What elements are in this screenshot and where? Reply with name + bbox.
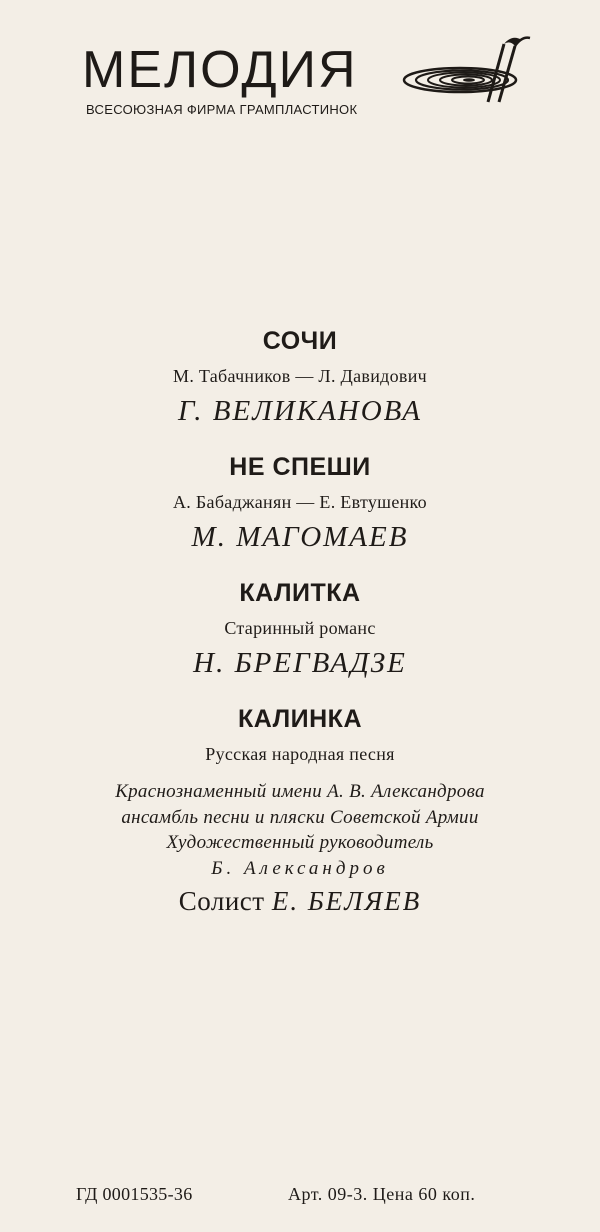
song-entry — [0, 452, 600, 554]
song-authors: А. Бабаджанян — Е. Евтушенко — [173, 492, 427, 512]
ensemble-leader: Б. Александров — [211, 857, 389, 879]
song-performer: Г. ВЕЛИКАНОВА — [177, 395, 422, 427]
ensemble-credits — [0, 779, 600, 882]
song-entry — [0, 578, 600, 680]
soloist-label: Солист — [178, 885, 265, 916]
song-authors: Русская народная песня — [205, 744, 395, 764]
song-authors: Старинный романс — [224, 618, 376, 638]
song-title: КАЛИТКА — [239, 579, 361, 607]
brand-name: МЕЛОДИЯ — [82, 41, 358, 99]
song-entry — [0, 704, 600, 917]
ensemble-line: ансамбль песни и пляски Советской Армии — [121, 806, 479, 828]
catalog-number: ГД 0001535-36 — [76, 1184, 193, 1204]
price-line: Арт. 09-3. Цена 60 коп. — [288, 1184, 476, 1204]
track-list — [0, 326, 600, 917]
song-authors: М. Табачников — Л. Давидович — [173, 366, 427, 386]
melodiya-record-emblem-icon — [402, 30, 542, 110]
song-title: КАЛИНКА — [238, 705, 362, 733]
melodiya-logo — [82, 30, 542, 130]
brand-subtitle: ВСЕСОЮЗНАЯ ФИРМА ГРАМПЛАСТИНОК — [86, 102, 358, 117]
song-title: СОЧИ — [262, 327, 338, 355]
soloist-name: Е. БЕЛЯЕВ — [271, 885, 422, 916]
ensemble-line: Краснознаменный имени А. В. Александрова — [115, 781, 485, 802]
song-performer: Н. БРЕГВАДЗЕ — [193, 647, 407, 679]
soloist-credit — [0, 886, 600, 917]
song-title: НЕ СПЕШИ — [229, 453, 371, 481]
song-performer: М. МАГОМАЕВ — [191, 521, 409, 553]
ensemble-line: Художественный руководитель — [166, 832, 434, 854]
song-entry — [0, 326, 600, 428]
